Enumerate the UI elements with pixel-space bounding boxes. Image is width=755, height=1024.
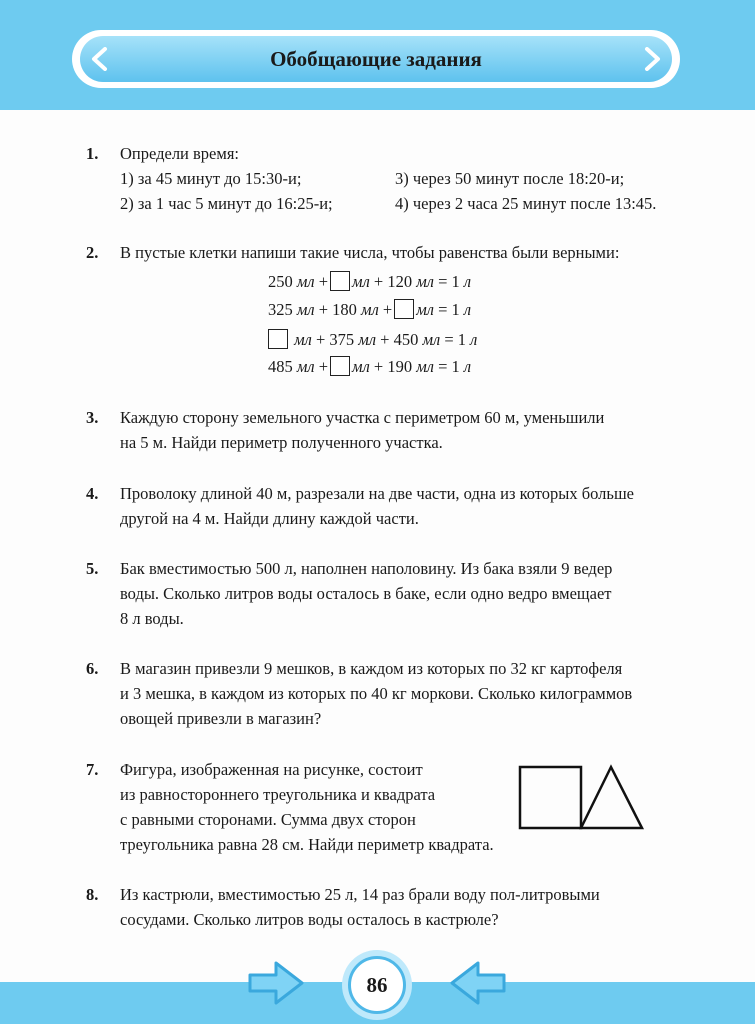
title-banner xyxy=(80,36,672,82)
equation-4: 485 мл + мл + 190 мл = 1 л xyxy=(268,357,472,376)
task-number: 5. xyxy=(86,559,99,578)
chevron-right-icon[interactable] xyxy=(642,47,662,71)
task-text: на 5 м. Найди периметр полученного участка. xyxy=(120,433,443,452)
task-text: воды. Сколько литров воды осталось в баке, если одно ведро вмещает xyxy=(120,584,612,603)
task-text: и 3 мешка, в каждом из которых по 40 кг моркови. Сколько килограммов xyxy=(120,684,633,703)
task-text: овощей привезли в магазин? xyxy=(120,709,322,728)
task-text: Определи время: xyxy=(120,144,239,163)
task-text: Каждую сторону земельного участка с периметром 60 м, уменьшили xyxy=(120,408,605,427)
task-number: 3. xyxy=(86,408,99,427)
task-number: 4. xyxy=(86,484,99,503)
task-text: Бак вместимостью 500 л, наполнен наполовину. Из бака взяли 9 ведер xyxy=(120,559,613,578)
equation-2: 325 мл + 180 мл + мл = 1 л xyxy=(268,300,472,319)
subitem: 1) за 45 минут до 15:30-и; xyxy=(120,169,302,188)
figure-triangle xyxy=(581,767,642,828)
task-text: сосудами. Сколько литров воды осталось в кастрюле? xyxy=(120,910,499,929)
answer-box[interactable] xyxy=(268,329,288,349)
task-number: 7. xyxy=(86,760,99,779)
page-title: Обобщающие задания xyxy=(270,46,482,71)
task-text: с равными сторонами. Сумма двух сторон xyxy=(120,810,416,829)
square-triangle-figure xyxy=(518,764,646,832)
task-number: 6. xyxy=(86,659,99,678)
subitem: 3) через 50 минут после 18:20-и; xyxy=(395,169,625,188)
task-text: Фигура, изображенная на рисунке, состоит xyxy=(120,760,423,779)
task-text: Из кастрюли, вместимостью 25 л, 14 раз брали воду пол-литровыми xyxy=(120,885,600,904)
equation-3: мл + 375 мл + 450 мл = 1 л xyxy=(266,327,477,352)
answer-box[interactable] xyxy=(330,271,350,291)
chevron-left-icon[interactable] xyxy=(90,47,110,71)
figure-square xyxy=(520,767,581,828)
task-text: треугольника равна 28 см. Найди периметр квадрата. xyxy=(120,835,494,854)
task-number: 8. xyxy=(86,885,99,904)
subitem: 2) за 1 час 5 минут до 16:25-и; xyxy=(120,194,333,213)
next-arrow-icon[interactable] xyxy=(246,958,306,1008)
task-text: 8 л воды. xyxy=(120,609,184,628)
task-text: В магазин привезли 9 мешков, в каждом из которых по 32 кг картофеля xyxy=(120,659,623,678)
task-text: Проволоку длиной 40 м, разрезали на две части, одна из которых больше xyxy=(120,484,634,503)
answer-box[interactable] xyxy=(394,299,414,319)
equation-1: 250 мл + мл + 120 мл = 1 л xyxy=(268,272,472,291)
answer-box[interactable] xyxy=(330,356,350,376)
prev-arrow-icon[interactable] xyxy=(448,958,508,1008)
task-text: В пустые клетки напиши такие числа, чтобы равенства были верными: xyxy=(120,243,620,262)
task-text: из равностороннего треугольника и квадрата xyxy=(120,785,436,804)
subitem: 4) через 2 часа 25 минут после 13:45. xyxy=(395,194,657,213)
page-number: 86 xyxy=(348,956,406,1014)
task-number: 2. xyxy=(86,243,99,262)
task-text: другой на 4 м. Найди длину каждой части. xyxy=(120,509,419,528)
task-number: 1. xyxy=(86,144,99,163)
